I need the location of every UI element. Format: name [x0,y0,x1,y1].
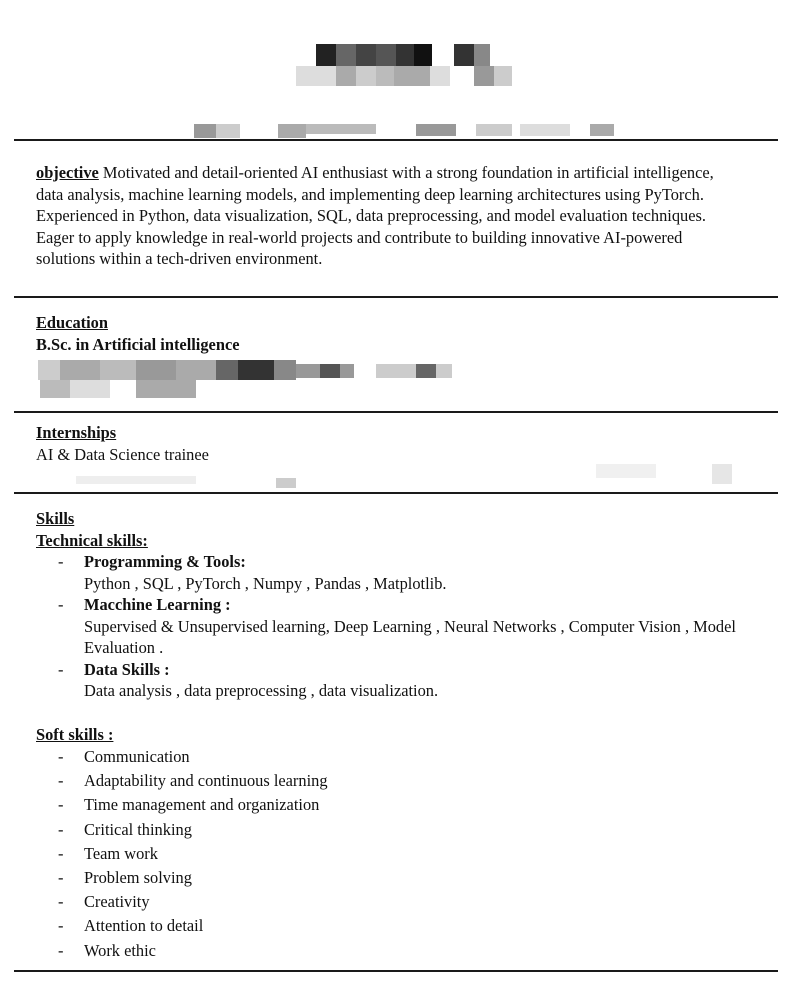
redacted-internship-details [36,462,736,490]
list-dash: - [58,819,64,839]
soft-skill-label: Problem solving [84,868,192,888]
divider [14,492,778,494]
soft-skill-item [36,842,736,866]
internship-role: AI & Data Science trainee [36,444,209,464]
soft-skill-item [36,914,736,938]
objective-text: Motivated and detail-oriented AI enthusiast with a strong foundation in artificial intelligence, data analysis, machine learning models, and implementing deep learning architectures using PyTorch. Experienced in Python, data visualization, SQL, data preprocessing, and model evaluation techniques. Eager to apply knowledge in real-world projects and contribute to building innovative AI-powered solutions within a tech-driven environment. [36,163,714,268]
resume-header-redacted [0,0,790,140]
soft-skill-item [36,793,736,817]
objective-section [36,162,736,270]
technical-skill-title: Data Skills : [84,659,170,679]
soft-skill-item [36,818,736,842]
soft-skill-item [36,939,736,963]
technical-skill-title: Macchine Learning : [84,595,231,614]
technical-skill-detail: Supervised & Unsupervised learning, Deep Learning , Neural Networks , Computer Vision , Model Evaluation . [84,616,736,657]
soft-skill-label: Creativity [84,892,150,912]
soft-skill-item [36,769,736,793]
objective-heading: objective [36,163,99,182]
skills-heading: Skills [36,509,75,528]
soft-skill-label: Time management and organization [84,795,320,815]
education-degree: B.Sc. in Artificial intelligence [36,334,240,354]
education-heading: Education [36,313,108,332]
divider [14,411,778,413]
list-dash: - [58,868,64,888]
redacted-education-details [36,356,456,402]
list-dash: - [58,771,64,791]
soft-skill-label: Team work [84,843,158,863]
technical-skills-heading: Technical skills: [36,530,148,550]
list-dash: - [58,659,64,679]
list-dash: - [58,843,64,863]
technical-skill-item [36,659,736,702]
soft-skill-item [36,890,736,914]
internships-heading: Internships [36,423,117,442]
soft-skill-label: Communication [84,747,190,766]
technical-skill-item [36,551,736,594]
technical-skill-item [36,594,736,659]
technical-skill-detail: Python , SQL , PyTorch , Numpy , Pandas , Matplotlib. [84,573,447,593]
soft-skills-heading: Soft skills : [36,724,114,744]
list-dash: - [58,595,64,614]
technical-skills-list [36,551,736,702]
divider [14,296,778,298]
soft-skill-label: Critical thinking [84,819,192,839]
divider [14,970,778,972]
education-section [36,312,736,355]
internships-section [36,422,736,465]
list-dash: - [58,916,64,936]
redacted-contact-line [180,122,620,138]
redacted-title-block [296,66,516,86]
soft-skill-label: Attention to detail [84,916,204,936]
list-dash: - [58,892,64,912]
soft-skills-list [36,745,736,963]
redacted-name-block [316,44,494,66]
soft-skill-label: Adaptability and continuous learning [84,771,328,791]
divider [14,139,778,141]
technical-skill-detail: Data analysis , data preprocessing , data visualization. [84,681,439,700]
list-dash: - [58,940,64,960]
soft-skill-item [36,866,736,890]
list-dash: - [58,747,64,766]
list-dash: - [58,795,64,815]
list-dash: - [58,552,64,571]
skills-section [36,508,736,963]
soft-skill-item [36,745,736,769]
technical-skill-title: Programming & Tools: [84,552,246,571]
soft-skill-label: Work ethic [84,940,156,960]
